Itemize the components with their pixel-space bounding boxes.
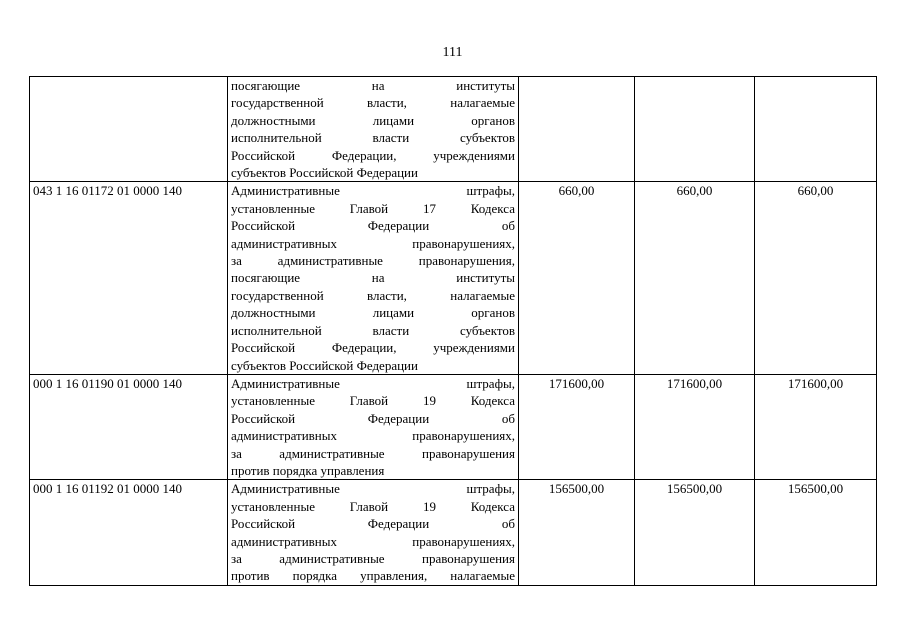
revenue-name-line: административных правонарушениях,: [231, 428, 515, 444]
revenue-name-line: исполнительной власти субъектов: [231, 130, 515, 146]
revenue-name-line: за административные правонарушения,: [231, 253, 515, 269]
amount-year-3: 171600,00: [755, 374, 877, 479]
page-number: 111: [442, 45, 463, 60]
revenue-name-line: государственной власти, налагаемые: [231, 95, 515, 111]
budget-classification-code: 043 1 16 01172 01 0000 140: [30, 182, 228, 374]
revenue-name-line: установленные Главой 17 Кодекса: [231, 200, 515, 216]
revenue-name-line: против порядка управления, налагаемые: [231, 568, 515, 584]
revenue-name: [228, 480, 519, 585]
revenue-name-line: Российской Федерации, учреждениями: [231, 147, 515, 163]
revenue-name-line: посягающие на институты: [231, 270, 515, 286]
revenue-name-line: Административные штрафы,: [231, 375, 515, 391]
revenue-name-line: против порядка управления: [231, 462, 385, 478]
revenue-name-line: субъектов Российской Федерации: [231, 357, 418, 373]
revenue-name-line: Российской Федерации об: [231, 516, 515, 532]
revenue-name-line: за административные правонарушения: [231, 445, 515, 461]
table-row: [30, 374, 877, 479]
amount-year-2: 660,00: [635, 182, 755, 374]
revenue-name-line: Административные штрафы,: [231, 481, 515, 497]
revenue-name-line: административных правонарушениях,: [231, 235, 515, 251]
revenue-name-line: исполнительной власти субъектов: [231, 322, 515, 338]
amount-year-2: 156500,00: [635, 480, 755, 585]
revenue-name-line: субъектов Российской Федерации: [231, 165, 418, 181]
revenue-name-line: Российской Федерации, учреждениями: [231, 340, 515, 356]
amount-year-1: 660,00: [519, 182, 635, 374]
revenue-name-line: Российской Федерации об: [231, 218, 515, 234]
amount-year-1: [519, 77, 635, 182]
amount-year-3: 660,00: [755, 182, 877, 374]
amount-year-2: 171600,00: [635, 374, 755, 479]
revenue-name-line: Российской Федерации об: [231, 410, 515, 426]
revenue-name-line: должностными лицами органов: [231, 112, 515, 128]
revenue-name-line: посягающие на институты: [231, 78, 515, 93]
table-row: [30, 77, 877, 182]
revenue-name-line: за административные правонарушения: [231, 550, 515, 566]
table-row: [30, 480, 877, 585]
amount-year-1: 156500,00: [519, 480, 635, 585]
revenue-name-line: установленные Главой 19 Кодекса: [231, 498, 515, 514]
budget-classification-code: [30, 77, 228, 182]
revenue-name: [228, 77, 519, 182]
budget-revenue-table: [29, 76, 877, 586]
amount-year-2: [635, 77, 755, 182]
revenue-name: [228, 182, 519, 374]
revenue-name-line: административных правонарушениях,: [231, 533, 515, 549]
table-row: [30, 182, 877, 374]
revenue-name-line: установленные Главой 19 Кодекса: [231, 393, 515, 409]
revenue-name: [228, 374, 519, 479]
budget-classification-code: 000 1 16 01192 01 0000 140: [30, 480, 228, 585]
amount-year-1: 171600,00: [519, 374, 635, 479]
revenue-name-line: государственной власти, налагаемые: [231, 287, 515, 303]
budget-classification-code: 000 1 16 01190 01 0000 140: [30, 374, 228, 479]
amount-year-3: 156500,00: [755, 480, 877, 585]
revenue-name-line: должностными лицами органов: [231, 305, 515, 321]
revenue-name-line: Административные штрафы,: [231, 183, 515, 199]
amount-year-3: [755, 77, 877, 182]
